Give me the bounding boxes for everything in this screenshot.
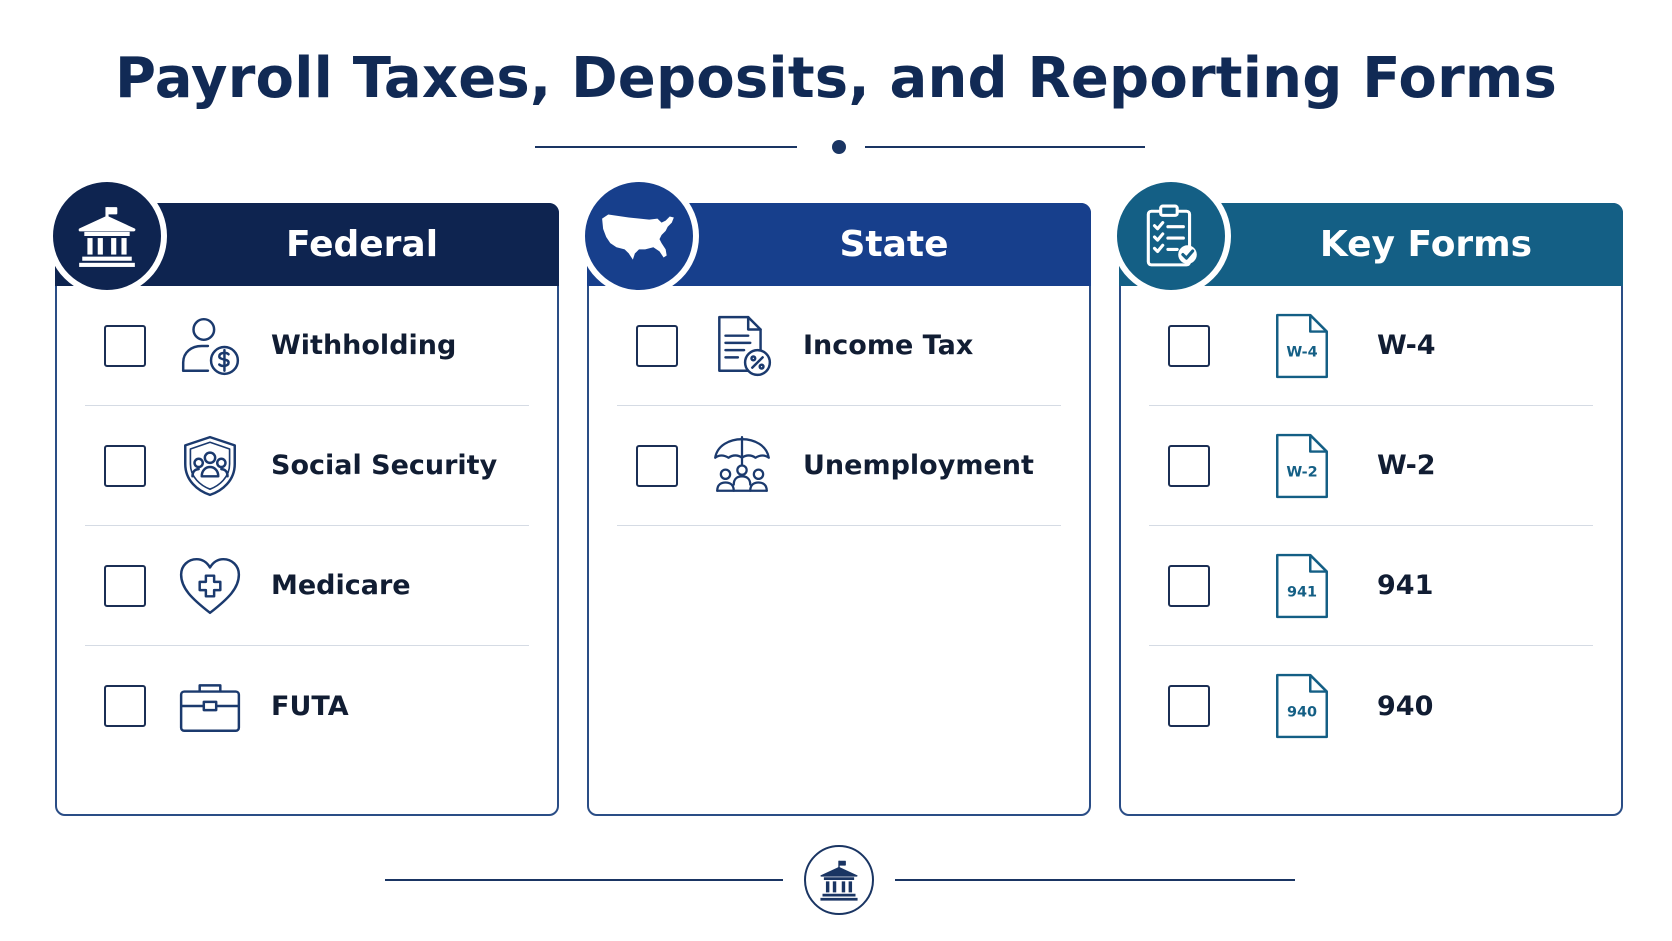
- checkbox-withholding[interactable]: [104, 325, 146, 367]
- form-file-icon: [1269, 433, 1335, 499]
- form-file-icon: [1269, 553, 1335, 619]
- form-file-tag: W-4: [1286, 343, 1318, 360]
- list-item-income-tax: [617, 286, 1061, 406]
- item-label: Social Security: [271, 450, 498, 481]
- list-item-w2: [1149, 406, 1593, 526]
- bank-building-icon: [804, 845, 874, 915]
- panel-state-list: [617, 286, 1061, 526]
- item-label: Medicare: [271, 570, 411, 601]
- panel-federal-list: [85, 286, 529, 766]
- panel-key-forms-title: Key Forms: [1319, 224, 1533, 265]
- briefcase-icon: [177, 673, 243, 739]
- item-label: Unemployment: [803, 450, 1034, 481]
- form-file-icon: [1269, 313, 1335, 379]
- list-item-medicare: [85, 526, 529, 646]
- heart-cross-icon: [177, 553, 243, 619]
- clipboard-checklist-icon: [1113, 178, 1229, 294]
- usa-map-icon: [581, 178, 697, 294]
- page-title: Payroll Taxes, Deposits, and Reporting Forms: [115, 46, 1557, 111]
- footer-divider: [385, 845, 1295, 917]
- list-item-w4: [1149, 286, 1593, 406]
- checkbox-w4[interactable]: [1168, 325, 1210, 367]
- umbrella-people-icon: [709, 433, 775, 499]
- list-item-social-security: [85, 406, 529, 526]
- checkbox-futa[interactable]: [104, 685, 146, 727]
- checkbox-940[interactable]: [1168, 685, 1210, 727]
- list-item-unemployment: [617, 406, 1061, 526]
- footer-line-right: [895, 879, 1295, 881]
- list-item-withholding: [85, 286, 529, 406]
- checkbox-social-security[interactable]: [104, 445, 146, 487]
- panel-federal: [55, 203, 559, 816]
- divider-line-right: [865, 146, 1145, 148]
- panel-federal-title: Federal: [285, 224, 439, 265]
- panel-state: [587, 203, 1091, 816]
- shield-people-icon: [177, 433, 243, 499]
- item-label: 941: [1377, 570, 1434, 601]
- list-item-940: [1149, 646, 1593, 766]
- person-dollar-icon: [177, 313, 243, 379]
- footer-line-left: [385, 879, 783, 881]
- panel-state-title: State: [839, 224, 949, 265]
- list-item-941: [1149, 526, 1593, 646]
- bank-building-icon: [49, 178, 165, 294]
- form-file-tag: 941: [1286, 583, 1318, 600]
- document-percent-icon: [709, 313, 775, 379]
- panel-key-forms-list: [1149, 286, 1593, 766]
- item-label: FUTA: [271, 690, 349, 722]
- list-item-futa: [85, 646, 529, 766]
- checkbox-941[interactable]: [1168, 565, 1210, 607]
- item-label: W-2: [1377, 450, 1436, 481]
- divider-dot: [832, 140, 846, 154]
- form-file-tag: W-2: [1286, 463, 1318, 480]
- form-file-tag: 940: [1286, 704, 1318, 721]
- checkbox-income-tax[interactable]: [636, 325, 678, 367]
- title-divider: [535, 140, 1145, 154]
- checkbox-unemployment[interactable]: [636, 445, 678, 487]
- form-file-icon: [1269, 673, 1335, 739]
- panel-key-forms: [1119, 203, 1623, 816]
- item-label: Income Tax: [803, 330, 974, 361]
- checkbox-w2[interactable]: [1168, 445, 1210, 487]
- item-label: 940: [1377, 690, 1434, 722]
- item-label: W-4: [1377, 330, 1436, 361]
- checkbox-medicare[interactable]: [104, 565, 146, 607]
- divider-line-left: [535, 146, 797, 148]
- item-label: Withholding: [271, 330, 457, 361]
